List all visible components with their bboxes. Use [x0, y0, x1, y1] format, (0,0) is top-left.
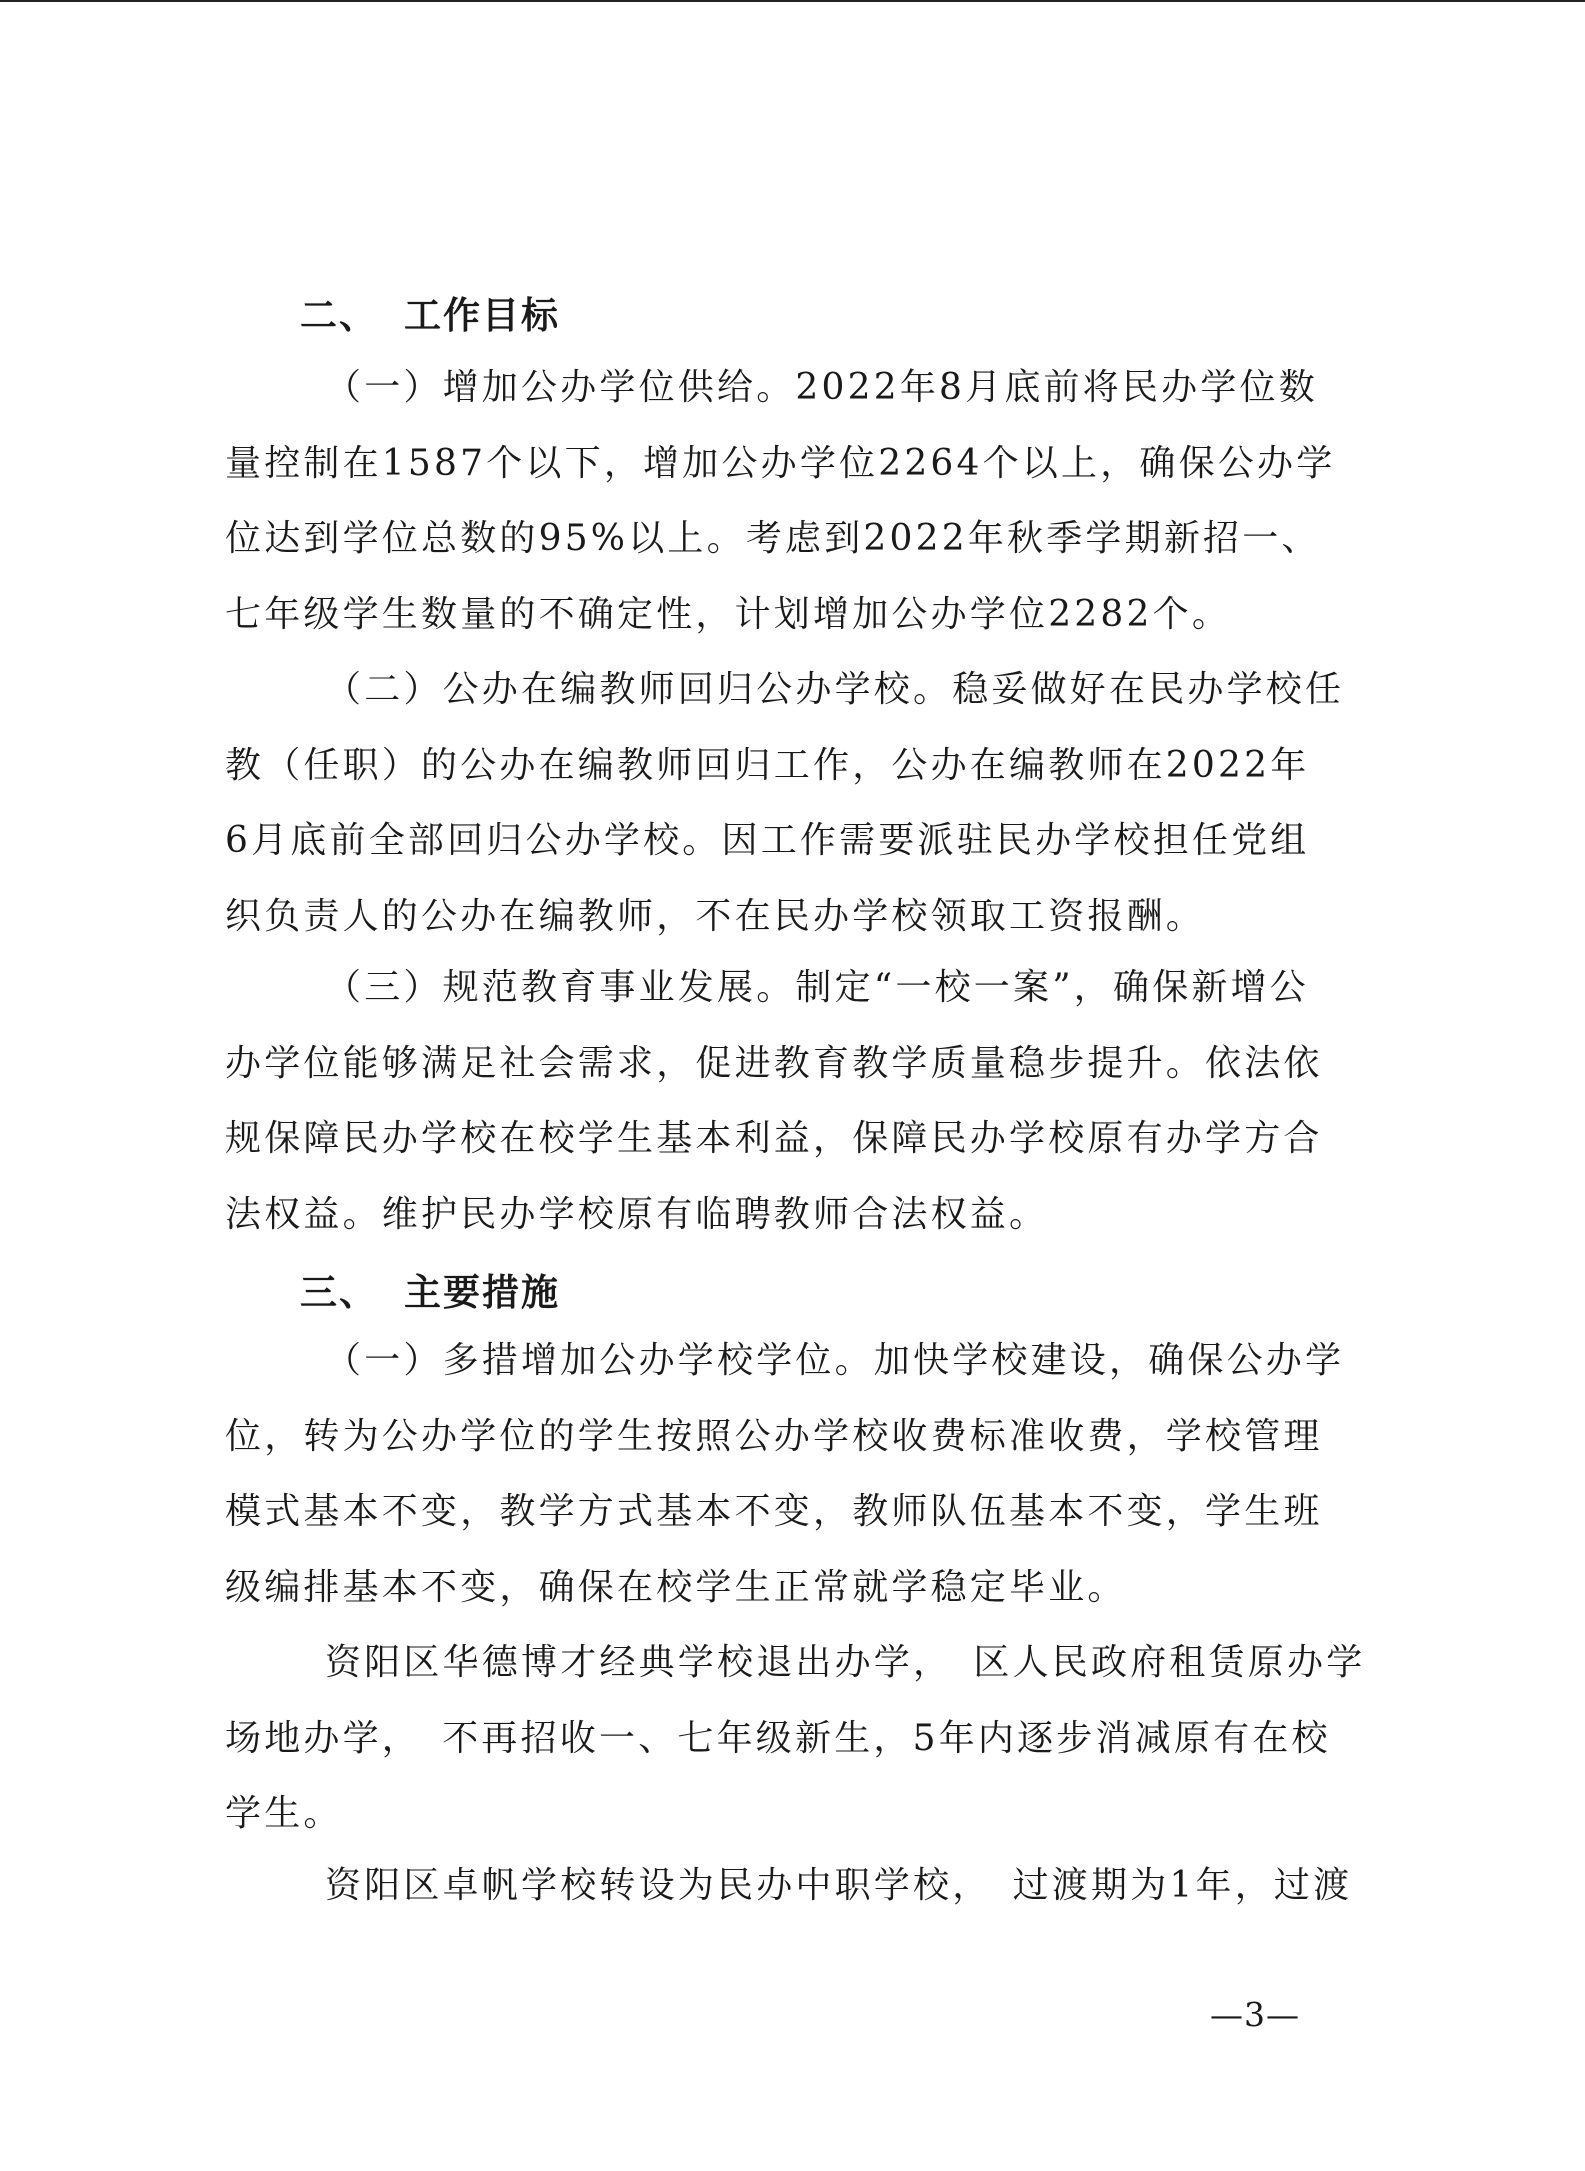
- text-line: 资阳区华德博才经典学校退出办学， 区人民政府租赁原办学: [325, 1642, 1366, 1683]
- paragraph-zhuofan-school: [225, 1848, 1353, 1924]
- text-line: 级编排基本不变，确保在校学生正常就学稳定毕业。: [225, 1566, 1127, 1608]
- paragraph-increase-school-places: [225, 1323, 1345, 1625]
- text-line: 资阳区卓帆学校转设为民办中职学校， 过渡期为1年，过渡: [325, 1865, 1353, 1906]
- section-heading-work-goals: [300, 285, 560, 339]
- text-line: 6月底前全部回归公办学校。因工作需要派驻民办学校担任党组: [225, 820, 1310, 861]
- paragraph-increase-public-places: [225, 350, 1336, 652]
- paragraph-huade-school: [225, 1625, 1366, 1852]
- paragraph-regulate-education: [225, 950, 1330, 1252]
- text-line: 学生。: [225, 1793, 343, 1834]
- text-line: 场地办学， 不再招收一、七年级新生，5年内逐步消减原有在校: [225, 1717, 1331, 1759]
- text-line: 织负责人的公办在编教师，不在民办学校领取工资报酬。: [225, 895, 1206, 937]
- text-line: 规保障民办学校在校学生基本利益，保障民办学校原有办学方合: [225, 1118, 1323, 1159]
- text-line: （三）规范教育事业发展。制定“一校一案”，确保新增公: [325, 967, 1310, 1008]
- text-line: 七年级学生数量的不确定性，计划增加公办学位2282个。: [225, 593, 1232, 635]
- paragraph-teachers-return: [225, 652, 1345, 954]
- text-line: 教（任职）的公办在编教师回归工作，公办在编教师在2022年: [225, 744, 1310, 786]
- section-number: 二、: [300, 294, 378, 337]
- text-line: 模式基本不变，教学方式基本不变，教师队伍基本不变，学生班: [225, 1491, 1323, 1532]
- section-heading-main-measures: [300, 1262, 560, 1316]
- text-line: （一）多措增加公办学校学位。加快学校建设，确保公办学: [325, 1340, 1345, 1381]
- text-line: 量控制在1587个以下，增加公办学位2264个以上，确保公办学: [225, 442, 1336, 484]
- text-line: （二）公办在编教师回归公办学校。稳妥做好在民办学校任: [325, 669, 1345, 710]
- section-number: 三、: [300, 1271, 378, 1314]
- text-line: 位，转为公办学位的学生按照公办学校收费标准收费，学校管理: [225, 1415, 1323, 1457]
- page-number: —3—: [1210, 1995, 1300, 2034]
- text-line: 法权益。维护民办学校原有临聘教师合法权益。: [225, 1193, 1049, 1235]
- text-line: （一）增加公办学位供给。2022年8月底前将民办学位数: [325, 367, 1318, 408]
- text-line: 位达到学位总数的95%以上。考虑到2022年秋季学期新招一、: [225, 518, 1321, 559]
- text-line: 办学位能够满足社会需求，促进教育教学质量稳步提升。依法依: [225, 1042, 1323, 1084]
- section-title: 工作目标: [404, 294, 560, 337]
- section-title: 主要措施: [404, 1271, 560, 1314]
